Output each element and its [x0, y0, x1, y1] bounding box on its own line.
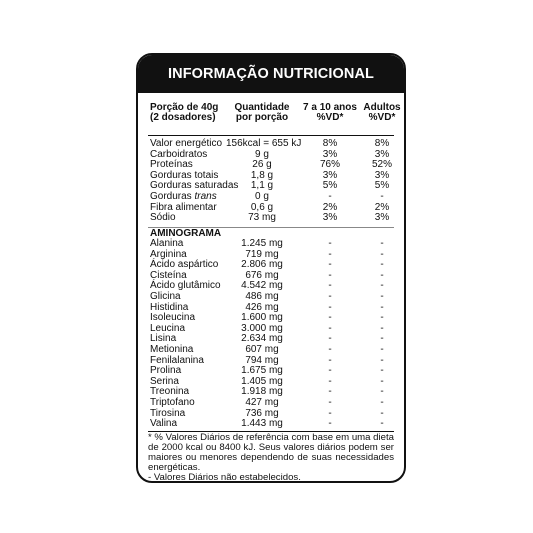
amino-vd-adults: -: [380, 248, 384, 260]
amino-name: Triptofano: [150, 396, 195, 408]
amino-qty: 486 mg: [245, 290, 279, 302]
nutrient-table: [138, 139, 404, 224]
nutrient-vd-kids: 3%: [322, 148, 338, 160]
amino-qty: 1.405 mg: [241, 375, 283, 387]
amino-qty: 736 mg: [245, 407, 279, 419]
amino-qty: 2.806 mg: [241, 259, 283, 271]
amino-name: Alanina: [150, 238, 184, 249]
quantity-header: Quantidade por porção: [234, 102, 290, 123]
panel-title: INFORMAÇÃO NUTRICIONAL: [138, 55, 404, 93]
nutrient-vd-kids: 2%: [322, 201, 338, 213]
vd-adults-header: Adultos %VD*: [363, 102, 401, 123]
nutrient-name: Sódio: [150, 212, 176, 224]
amino-name: Lisina: [150, 333, 177, 345]
amino-qty: 1.918 mg: [241, 386, 283, 398]
amino-vd-adults: -: [380, 290, 384, 302]
amino-vd-adults: -: [380, 396, 384, 408]
amino-vd-adults: -: [380, 375, 384, 387]
nutrient-name: Valor energético: [150, 138, 223, 149]
amino-qty: 1.245 mg: [241, 238, 283, 249]
amino-vd-kids: -: [328, 322, 332, 334]
nutrient-vd-kids: 5%: [322, 180, 338, 192]
footnote-vd-reference: * % Valores Diários de referência com base em uma dieta de 2000 kcal ou 8400 kJ. Seus valores diários podem ser maiores ou menores dependendo de suas necessidades energéticas.: [148, 432, 394, 473]
amino-name: Histidina: [150, 301, 189, 313]
table-row: [138, 345, 404, 356]
footnote-vd-not-established: - Valores Diários não estabelecidos.: [148, 472, 301, 483]
nutrient-qty: 1,1 g: [250, 180, 274, 192]
table-row: [138, 192, 404, 203]
amino-vd-adults: -: [380, 354, 384, 366]
header-rule: [148, 135, 394, 136]
amino-name: Glicina: [150, 290, 181, 302]
table-row: [138, 419, 404, 430]
footnote: [148, 433, 394, 483]
nutrient-vd-adults: 2%: [374, 201, 390, 213]
amino-qty: 794 mg: [245, 354, 279, 366]
amino-qty: 1.443 mg: [241, 418, 283, 430]
table-row: [138, 292, 404, 303]
amino-vd-adults: -: [380, 280, 384, 292]
nutrient-name: Gorduras trans: [150, 190, 217, 202]
amino-vd-kids: -: [328, 343, 332, 355]
table-row: [138, 398, 404, 409]
portion-header: Porção de 40g (2 dosadores): [150, 102, 219, 123]
amino-vd-kids: -: [328, 418, 332, 430]
amino-vd-kids: -: [328, 259, 332, 271]
nutrient-qty: 1,8 g: [250, 169, 274, 181]
amino-name: Cisteína: [150, 269, 187, 281]
aminogram-table: [138, 239, 404, 430]
nutrient-vd-adults: 52%: [371, 159, 392, 171]
vd-kids-header: 7 a 10 anos %VD*: [303, 102, 357, 123]
amino-vd-kids: -: [328, 354, 332, 366]
amino-vd-kids: -: [328, 407, 332, 419]
nutrient-qty: 0,6 g: [250, 201, 274, 213]
nutrient-name: Proteínas: [150, 159, 193, 171]
amino-qty: 3.000 mg: [241, 322, 283, 334]
amino-vd-kids: -: [328, 280, 332, 292]
nutrient-vd-adults: 3%: [374, 212, 390, 224]
amino-name: Tirosina: [150, 407, 186, 419]
nutrient-qty: 26 g: [252, 159, 272, 171]
amino-vd-kids: -: [328, 365, 332, 377]
amino-vd-kids: -: [328, 375, 332, 387]
amino-qty: 426 mg: [245, 301, 279, 313]
amino-qty: 427 mg: [245, 396, 279, 408]
amino-name: Fenilalanina: [150, 354, 204, 366]
aminogram-title: AMINOGRAMA: [150, 228, 222, 239]
amino-vd-kids: -: [328, 312, 332, 324]
nutrient-vd-adults: 3%: [374, 148, 390, 160]
amino-vd-adults: -: [380, 343, 384, 355]
nutrient-name: Carboidratos: [150, 148, 208, 160]
amino-vd-adults: -: [380, 312, 384, 324]
nutrient-qty: 73 mg: [248, 212, 276, 224]
nutrient-vd-kids: 3%: [322, 169, 338, 181]
amino-vd-adults: -: [380, 386, 384, 398]
amino-vd-adults: -: [380, 259, 384, 271]
nutrient-vd-kids: -: [328, 190, 332, 202]
amino-vd-kids: -: [328, 248, 332, 260]
table-row: [138, 213, 404, 224]
amino-vd-adults: -: [380, 238, 384, 249]
nutrient-qty: 9 g: [255, 148, 269, 160]
amino-name: Ácido aspártico: [150, 259, 219, 271]
amino-qty: 2.634 mg: [241, 333, 283, 345]
amino-qty: 719 mg: [245, 248, 279, 260]
amino-name: Treonina: [150, 386, 190, 398]
amino-name: Ácido glutâmico: [150, 280, 221, 292]
amino-vd-adults: -: [380, 365, 384, 377]
amino-vd-adults: -: [380, 322, 384, 334]
amino-vd-kids: -: [328, 269, 332, 281]
nutrition-facts-panel: [136, 53, 406, 483]
amino-vd-adults: -: [380, 333, 384, 345]
nutrient-vd-adults: 3%: [374, 169, 390, 181]
nutrient-vd-adults: 5%: [374, 180, 390, 192]
amino-vd-adults: -: [380, 301, 384, 313]
amino-vd-adults: -: [380, 407, 384, 419]
nutrient-vd-kids: 8%: [322, 138, 338, 149]
nutrient-qty: 0 g: [255, 190, 269, 202]
table-row: [138, 239, 404, 250]
amino-qty: 4.542 mg: [241, 280, 283, 292]
amino-qty: 1.675 mg: [241, 365, 283, 377]
nutrient-vd-kids: 3%: [322, 212, 338, 224]
nutrient-qty: 156kcal = 655 kJ: [226, 138, 302, 149]
amino-name: Arginina: [150, 248, 187, 260]
amino-name: Serina: [150, 375, 179, 387]
nutrient-vd-kids: 76%: [319, 159, 340, 171]
amino-name: Prolina: [150, 365, 182, 377]
amino-vd-adults: -: [380, 269, 384, 281]
nutrient-name: Gorduras saturadas: [150, 180, 239, 192]
nutrient-vd-adults: -: [380, 190, 384, 202]
amino-name: Isoleucina: [150, 312, 196, 324]
table-row: [138, 139, 404, 150]
amino-vd-kids: -: [328, 333, 332, 345]
amino-name: Leucina: [150, 322, 186, 334]
amino-name: Metionina: [150, 343, 194, 355]
amino-vd-kids: -: [328, 238, 332, 249]
amino-qty: 607 mg: [245, 343, 279, 355]
column-headers: [138, 103, 404, 133]
amino-vd-adults: -: [380, 418, 384, 430]
amino-vd-kids: -: [328, 290, 332, 302]
amino-name: Valina: [150, 418, 178, 430]
amino-qty: 1.600 mg: [241, 312, 283, 324]
amino-qty: 676 mg: [245, 269, 279, 281]
nutrient-name: Gorduras totais: [150, 169, 219, 181]
amino-vd-kids: -: [328, 386, 332, 398]
amino-vd-kids: -: [328, 301, 332, 313]
nutrient-name: Fibra alimentar: [150, 201, 217, 213]
amino-vd-kids: -: [328, 396, 332, 408]
nutrient-vd-adults: 8%: [374, 138, 390, 149]
